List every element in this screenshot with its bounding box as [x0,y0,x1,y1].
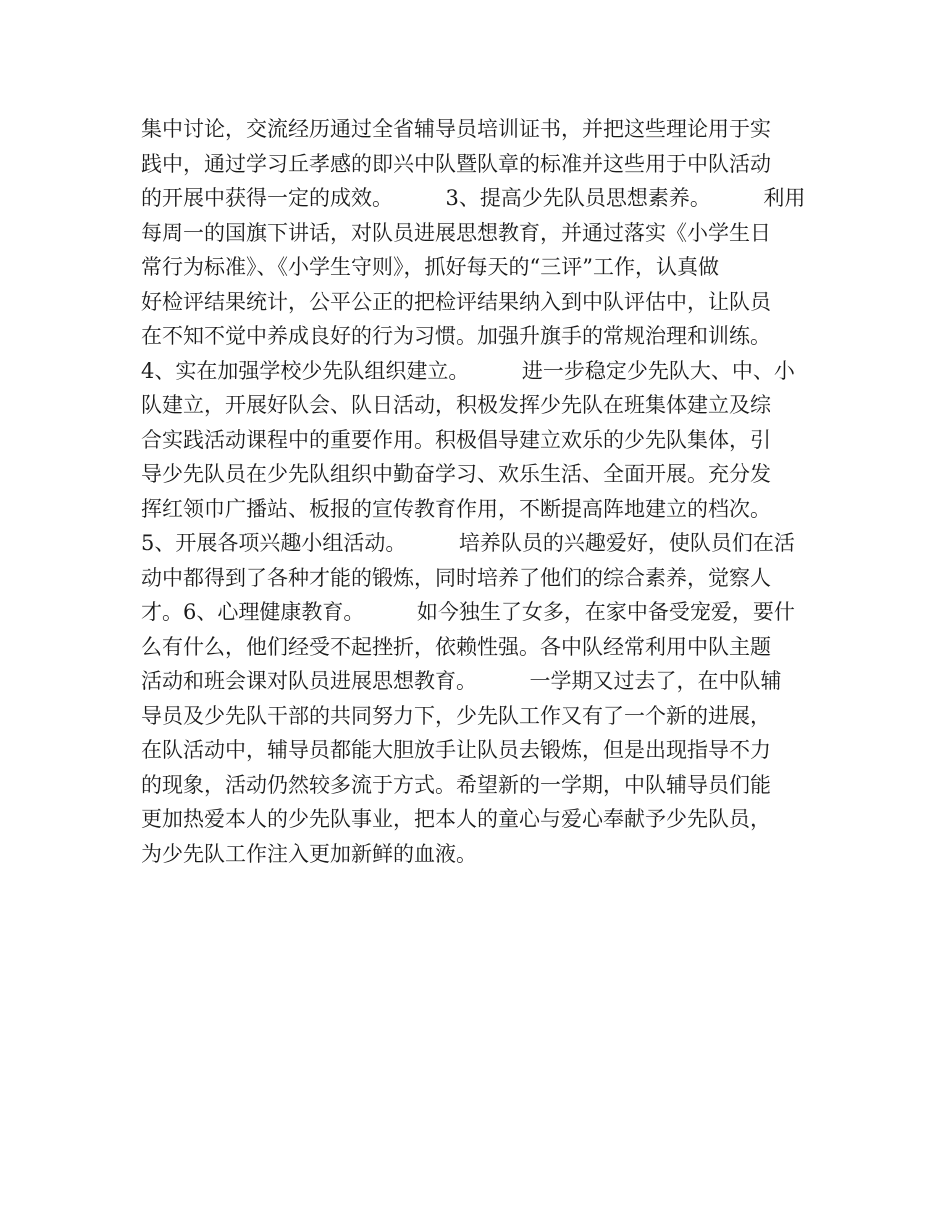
text-line: 更加热爱本人的少先队事业，把本人的童心与爱心奉献予少先队员， [141,807,771,831]
text-line: 么有什么，他们经受不起挫折，依赖性强。各中队经常利用中队主题 [141,634,771,659]
text-line: 的现象，活动仍然较多流于方式。希望新的一学期，中队辅导员们能 [141,772,771,797]
text-line: 集中讨论，交流经历通过全省辅导员培训证书，并把这些理论用于实 [141,117,771,141]
text-line: 好检评结果统计，公平公正的把检评结果纳入到中队评估中，让队员 [141,289,771,314]
text-line: 4、实在加强学校少先队组织建立。 进一步稳定少先队大、中、小 [141,358,795,383]
text-line: 才。6、心理健康教育。 如今独生了女多，在家中备受宠爱，要什 [141,600,795,624]
text-line: 在不知不觉中养成良好的行为习惯。加强升旗手的常规治理和训练。 [141,324,771,348]
text-line: 导员及少先队干部的共同努力下，少先队工作又有了一个新的进展， [141,703,771,728]
text-line: 动中都得到了各种才能的锻炼，同时培养了他们的综合素养，觉察人 [141,565,771,590]
text-line: 每周一的国旗下讲话，对队员进展思想教育，并通过落实《小学生日 [141,220,771,245]
text-line: 挥红领巾广播站、板报的宣传教育作用，不断提高阵地建立的档次。 [141,496,771,521]
body-text [141,112,821,871]
text-line: 导少先队员在少先队组织中勤奋学习、欢乐生活、全面开展。充分发 [141,462,771,486]
text-line: 活动和班会课对队员进展思想教育。 一学期又过去了，在中队辅 [141,669,782,693]
text-line: 践中，通过学习丘孝感的即兴中队暨队章的标准并这些用于中队活动 [141,151,771,176]
text-line: 5、开展各项兴趣小组活动。 培养队员的兴趣爱好，使队员们在活 [141,531,795,555]
text-line: 队建立，开展好队会、队日活动，积极发挥少先队在班集体建立及综 [141,393,771,417]
text-line: 合实践活动课程中的重要作用。积极倡导建立欢乐的少先队集体，引 [141,427,771,452]
text-line: 常行为标准》、《小学生守则》，抓好每天的“三评”工作，认真做 [141,255,719,279]
text-line: 在队活动中，辅导员都能大胆放手让队员去锻炼，但是出现指导不力 [141,738,771,762]
text-line: 为少先队工作注入更加新鲜的血液。 [141,841,477,866]
text-line: 的开展中获得一定的成效。 3、提高少先队员思想素养。 利用 [141,186,806,210]
